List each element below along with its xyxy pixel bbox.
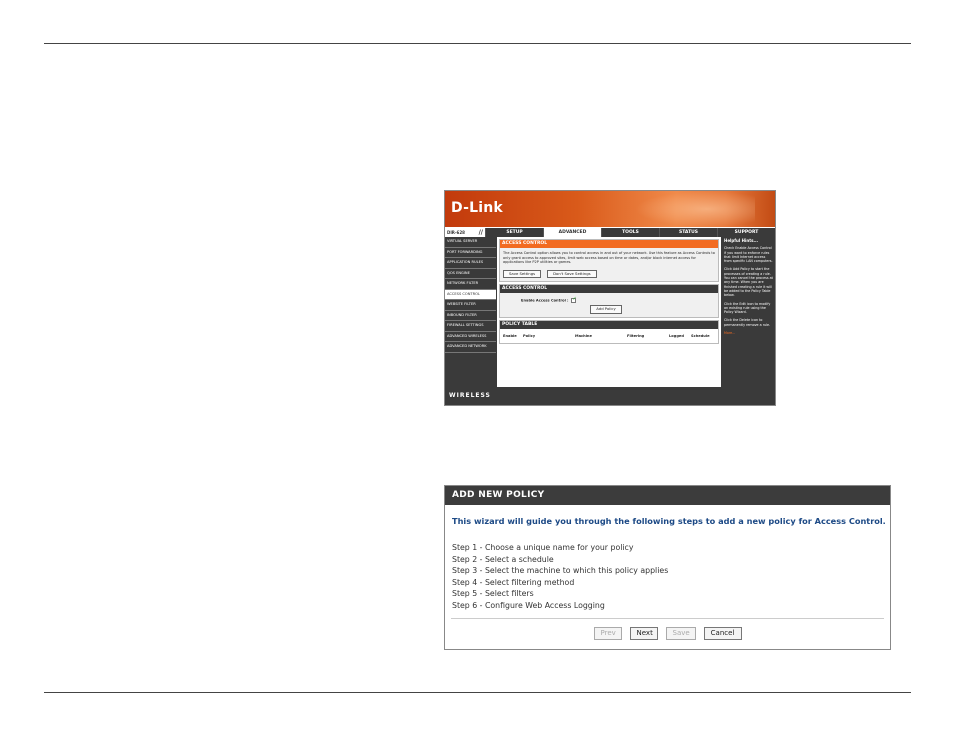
enable-checkbox[interactable] (571, 298, 576, 303)
step-item: Step 1 - Choose a unique name for your policy (452, 543, 634, 552)
model-text: DIR-628 (447, 230, 465, 235)
banner-glare (635, 191, 755, 227)
helpful-hints-panel (722, 237, 775, 387)
router-banner (445, 191, 775, 227)
bottom-rule (44, 692, 911, 693)
save-settings-button[interactable]: Save Settings (503, 270, 541, 279)
step-item: Step 4 - Select filtering method (452, 577, 575, 587)
router-screenshot (444, 190, 776, 406)
col-filtering: Filtering (627, 333, 645, 338)
wizard-steps (452, 542, 890, 612)
section-body (500, 248, 718, 281)
section-access-control-intro (499, 239, 719, 282)
cancel-button[interactable]: Cancel (704, 627, 742, 640)
router-sidebar (445, 237, 496, 387)
sidebar-item-firewall-settings[interactable]: FIREWALL SETTINGS (445, 321, 496, 332)
panel-header: ADD NEW POLICY (445, 486, 890, 505)
router-main (497, 237, 721, 387)
sidebar-item-network-filter[interactable]: NETWORK FILTER (445, 279, 496, 290)
model-slash-icon: // (478, 229, 483, 236)
section-policy-table (499, 320, 719, 345)
prev-button[interactable]: Prev (594, 627, 622, 640)
help-text-3: Click the Edit icon to modify an existing rule using the Policy Wizard. (724, 301, 771, 315)
sidebar-item-qos-engine[interactable]: QOS ENGINE (445, 269, 496, 280)
policy-table-header (503, 332, 715, 341)
add-new-policy-panel (444, 485, 891, 650)
dlink-logo: D-Link (451, 200, 503, 216)
intro-text: The Access Control option allows you to control access in and out of your network. Use this feature as Access Controls to only grant access to approved sites, limit web access based on time or dates, and/or block internet access for applications like P2P utilities or games. (503, 251, 715, 264)
section-access-control (499, 284, 719, 318)
help-more-link[interactable]: More... (724, 331, 736, 336)
wizard-buttons (445, 627, 890, 640)
router-body (445, 237, 775, 387)
sidebar-item-advanced-wireless[interactable]: ADVANCED WIRELESS (445, 332, 496, 343)
wizard-intro: This wizard will guide you through the following steps to add a new policy for Access Control. (452, 516, 886, 526)
help-title: Helpful Hints... (724, 238, 759, 243)
tab-tools[interactable]: TOOLS (601, 228, 659, 237)
step-item: Step 3 - Select the machine to which this policy applies (452, 566, 669, 576)
col-enable: Enable (503, 333, 517, 338)
sidebar-item-website-filter[interactable]: WEBSITE FILTER (445, 300, 496, 311)
sidebar-item-access-control[interactable]: ACCESS CONTROL (445, 290, 496, 301)
step-item: Step 2 - Select a schedule (452, 554, 554, 564)
add-policy-row (503, 303, 715, 314)
help-text-2: Click Add Policy to start the processes of creating a rule. You can cancel the process at any time. When you are finished creating a rule it will be added to the Policy Table below. (724, 267, 773, 298)
section-title: POLICY TABLE (500, 321, 718, 329)
step-item: Step 5 - Select filters (452, 589, 534, 599)
section-title: ACCESS CONTROL (500, 240, 718, 248)
router-tabs (445, 228, 775, 237)
wireless-logo: WIRELESS (449, 392, 491, 399)
help-text-4: Click the Delete icon to permanently remove a rule. (724, 318, 771, 327)
tab-support[interactable]: SUPPORT (717, 228, 775, 237)
col-logged: Logged (669, 333, 684, 338)
help-text-1: Check Enable Access Control if you want to enforce rules that limit Internet access from specific LAN computers. (724, 246, 773, 264)
section-body (500, 293, 718, 317)
tab-status[interactable]: STATUS (659, 228, 717, 237)
sidebar-item-virtual-server[interactable]: VIRTUAL SERVER (445, 237, 496, 248)
dont-save-settings-button[interactable]: Don't Save Settings (547, 270, 597, 279)
next-button[interactable]: Next (630, 627, 658, 640)
add-policy-button[interactable]: Add Policy (590, 305, 621, 314)
enable-label: Enable Access Control : (521, 298, 569, 303)
top-rule (44, 43, 911, 44)
sidebar-item-port-forwarding[interactable]: PORT FORWARDING (445, 248, 496, 259)
sidebar-item-inbound-filter[interactable]: INBOUND FILTER (445, 311, 496, 322)
sidebar-item-advanced-network[interactable]: ADVANCED NETWORK (445, 342, 496, 353)
step-item: Step 6 - Configure Web Access Logging (452, 600, 605, 610)
col-machine: Machine (575, 333, 592, 338)
section-body (500, 329, 718, 344)
model-label (445, 228, 485, 237)
router-footer (445, 387, 775, 405)
sidebar-item-application-rules[interactable]: APPLICATION RULES (445, 258, 496, 269)
col-policy: Policy (523, 333, 536, 338)
save-button[interactable]: Save (666, 627, 696, 640)
panel-divider (451, 618, 884, 619)
section-title: ACCESS CONTROL (500, 285, 718, 293)
col-schedule: Schedule (691, 333, 710, 338)
tab-advanced[interactable]: ADVANCED (543, 228, 601, 237)
tab-setup[interactable]: SETUP (485, 228, 543, 237)
